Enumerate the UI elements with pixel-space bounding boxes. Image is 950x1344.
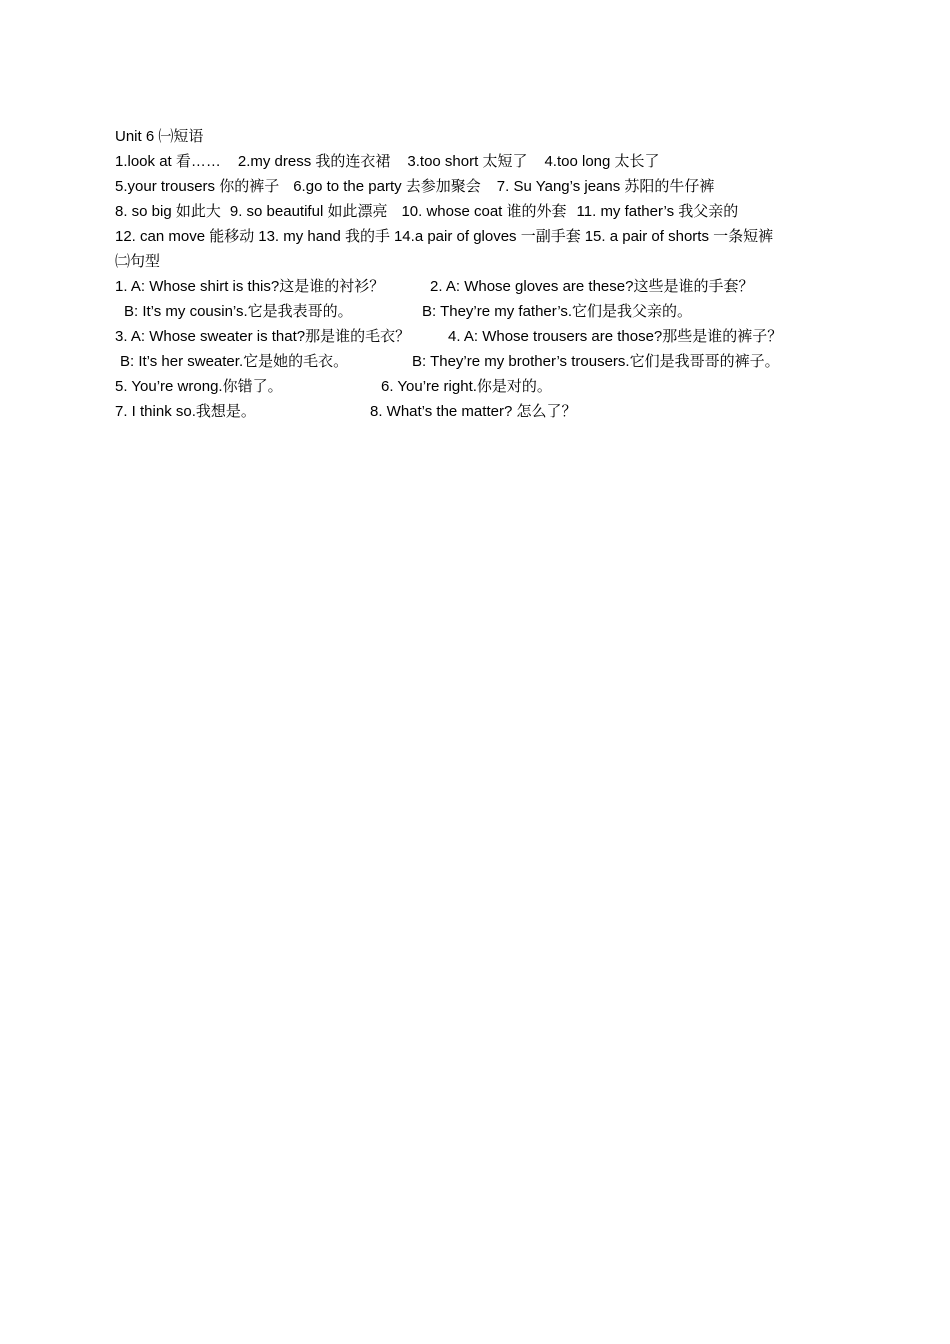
phrase-item: 15. a pair of shorts 一条短裤 bbox=[584, 228, 774, 245]
phrase-line-2 bbox=[115, 174, 875, 199]
phrase-item: 11. my father’s 我父亲的 bbox=[576, 203, 739, 220]
phrase-item: 2.my dress 我的连衣裙 bbox=[237, 153, 391, 170]
unit-heading: Unit 6 ㈠短语 bbox=[115, 128, 204, 145]
phrase-item: 12. can move 能移动 bbox=[115, 228, 255, 245]
sentence-item: 6. You’re right.你是对的。 bbox=[381, 378, 552, 395]
sentences-heading: ㈡句型 bbox=[115, 253, 161, 270]
sentence-line-1 bbox=[115, 274, 875, 299]
sentence-line-3 bbox=[115, 324, 875, 349]
sentence-item: 8. What’s the matter? 怎么了？ bbox=[370, 403, 577, 420]
sentence-item: B: It’s my cousin’s.它是我表哥的。 bbox=[124, 303, 353, 320]
phrase-item: 7. Su Yang’s jeans 苏阳的牛仔裤 bbox=[496, 178, 715, 195]
sentence-line-5 bbox=[115, 374, 875, 399]
sentence-item: 1. A: Whose shirt is this?这是谁的衬衫？ bbox=[115, 278, 385, 295]
phrase-item: 14.a pair of gloves 一副手套 bbox=[393, 228, 581, 245]
phrase-item: 13. my hand 我的手 bbox=[258, 228, 390, 245]
phrase-item: 5.your trousers 你的裤子 bbox=[115, 178, 280, 195]
sentence-item: 4. A: Whose trousers are those?那些是谁的裤子？ bbox=[448, 328, 783, 345]
phrase-item: 3.too short 太短了 bbox=[407, 153, 528, 170]
phrase-item: 6.go to the party 去参加聚会 bbox=[293, 178, 481, 195]
phrase-item: 8. so big 如此大 bbox=[115, 203, 221, 220]
phrase-item: 1.look at 看…… bbox=[115, 153, 221, 170]
sentence-line-6 bbox=[115, 399, 875, 424]
phrase-line-3 bbox=[115, 199, 875, 224]
document-body bbox=[115, 124, 875, 424]
phrase-item: 4.too long 太长了 bbox=[544, 153, 660, 170]
phrase-line-4 bbox=[115, 224, 875, 249]
sentence-item: B: They’re my father’s.它们是我父亲的。 bbox=[422, 303, 693, 320]
phrase-line-1 bbox=[115, 149, 875, 174]
phrase-item: 9. so beautiful 如此漂亮 bbox=[229, 203, 388, 220]
sentence-item: 5. You’re wrong.你错了。 bbox=[115, 378, 283, 395]
sentence-item: B: It’s her sweater.它是她的毛衣。 bbox=[120, 353, 349, 370]
sentence-item: 3. A: Whose sweater is that?那是谁的毛衣？ bbox=[115, 328, 411, 345]
sentence-line-2 bbox=[115, 299, 875, 324]
sentence-item: B: They’re my brother’s trousers.它们是我哥哥的裤子。 bbox=[412, 353, 780, 370]
sentence-item: 2. A: Whose gloves are these?这些是谁的手套？ bbox=[430, 278, 754, 295]
sentence-line-4 bbox=[115, 349, 875, 374]
phrase-item: 10. whose coat 谁的外套 bbox=[401, 203, 567, 220]
sentence-item: 7. I think so.我想是。 bbox=[115, 403, 256, 420]
